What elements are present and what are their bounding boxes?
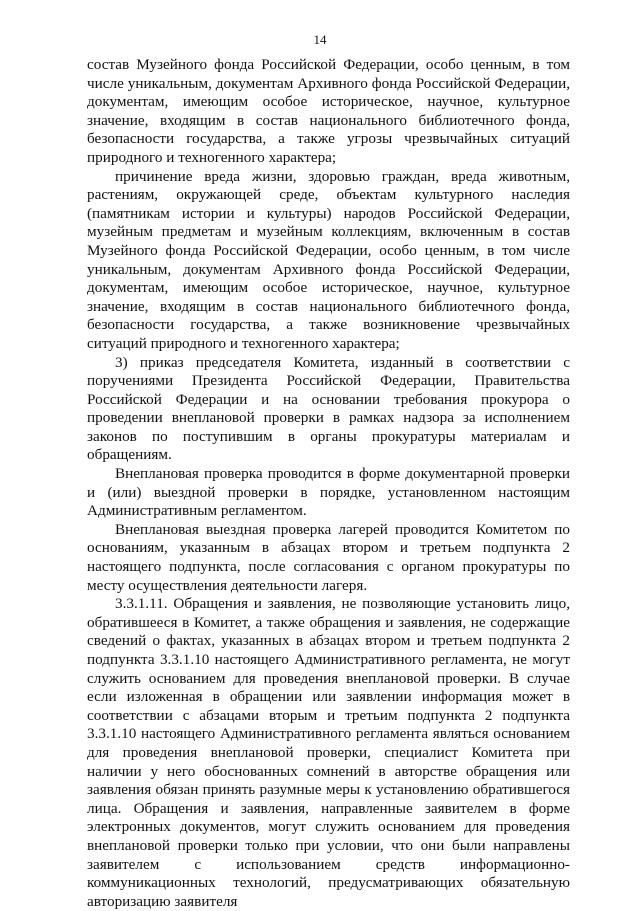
document-body — [87, 56, 570, 911]
paragraph-continuation: состав Музейного фонда Российской Федерации, особо ценным, в том числе уникальным, документам Архивного фонда Российской Федерации, документам, имеющим особое историческое, научное, культурное значение, входящим в состав национального библиотечного фонда, безопасности государства, а также угрозы чрезвычайных ситуаций природного и техногенного характера; — [87, 56, 570, 166]
page-number: 14 — [313, 32, 327, 47]
paragraph-harm-to-life: причинение вреда жизни, здоровью граждан, вреда животным, растениям, окружающей среде, объектам культурного наследия (памятникам истории и культуры) народов Российской Федерации, музейным предметам и музейным коллекциям, включенным в состав Музейного фонда Российской Федерации, особо ценным, в том числе уникальным, документам Архивного фонда Российской Федерации, документам, имеющим особое историческое, научное, культурное значение, входящим в состав национального библиотечного фонда, безопасности государства, а также возникновение чрезвычайных ситуаций природного и техногенного характера; — [87, 167, 570, 352]
paragraph-3-3-1-11: 3.3.1.11. Обращения и заявления, не позволяющие установить лицо, обратившееся в Комитет, а также обращения и заявления, не содержащие сведений о фактах, указанных в абзацах втором и третьем подпункта 2 подпункта 3.3.1.10 настоящего Административного регламента, не могут служить основанием для проведения внеплановой проверки. В случае если изложенная в обращении или заявлении информация может в соответствии с абзацами вторым и третьим подпункта 2 подпункта 3.3.1.10 настоящего Административного регламента являться основанием для проведения внеплановой проверки, специалист Комитета при наличии у него обоснованных сомнений в авторстве обращения или заявления обязан принять разумные меры к установлению обратившегося лица. Обращения и заявления, направленные заявителем в форме электронных документов, могут служить основанием для проведения внеплановой проверки только при условии, что они были направлены заявителем с использованием средств информационно-коммуникационных технологий, предусматривающих обязательную авторизацию заявителя — [87, 595, 570, 910]
paragraph-camp-inspection: Внеплановая выездная проверка лагерей проводится Комитетом по основаниям, указанным в абзацах втором и третьем подпункта 2 настоящего подпункта, после согласования с органом прокуратуры по месту осуществления деятельности лагеря. — [87, 520, 570, 594]
paragraph-order-of-chairman: 3) приказ председателя Комитета, изданный в соответствии с поручениями Президента Российской Федерации, Правительства Российской Федерации и на основании требования прокурора о проведении внеплановой проверки в рамках надзора за исполнением законов по поступившим в органы прокуратуры материалам и обращениям. — [87, 353, 570, 464]
paragraph-inspection-form: Внеплановая проверка проводится в форме документарной проверки и (или) выездной проверки в порядке, установленном настоящим Административным регламентом. — [87, 465, 570, 520]
